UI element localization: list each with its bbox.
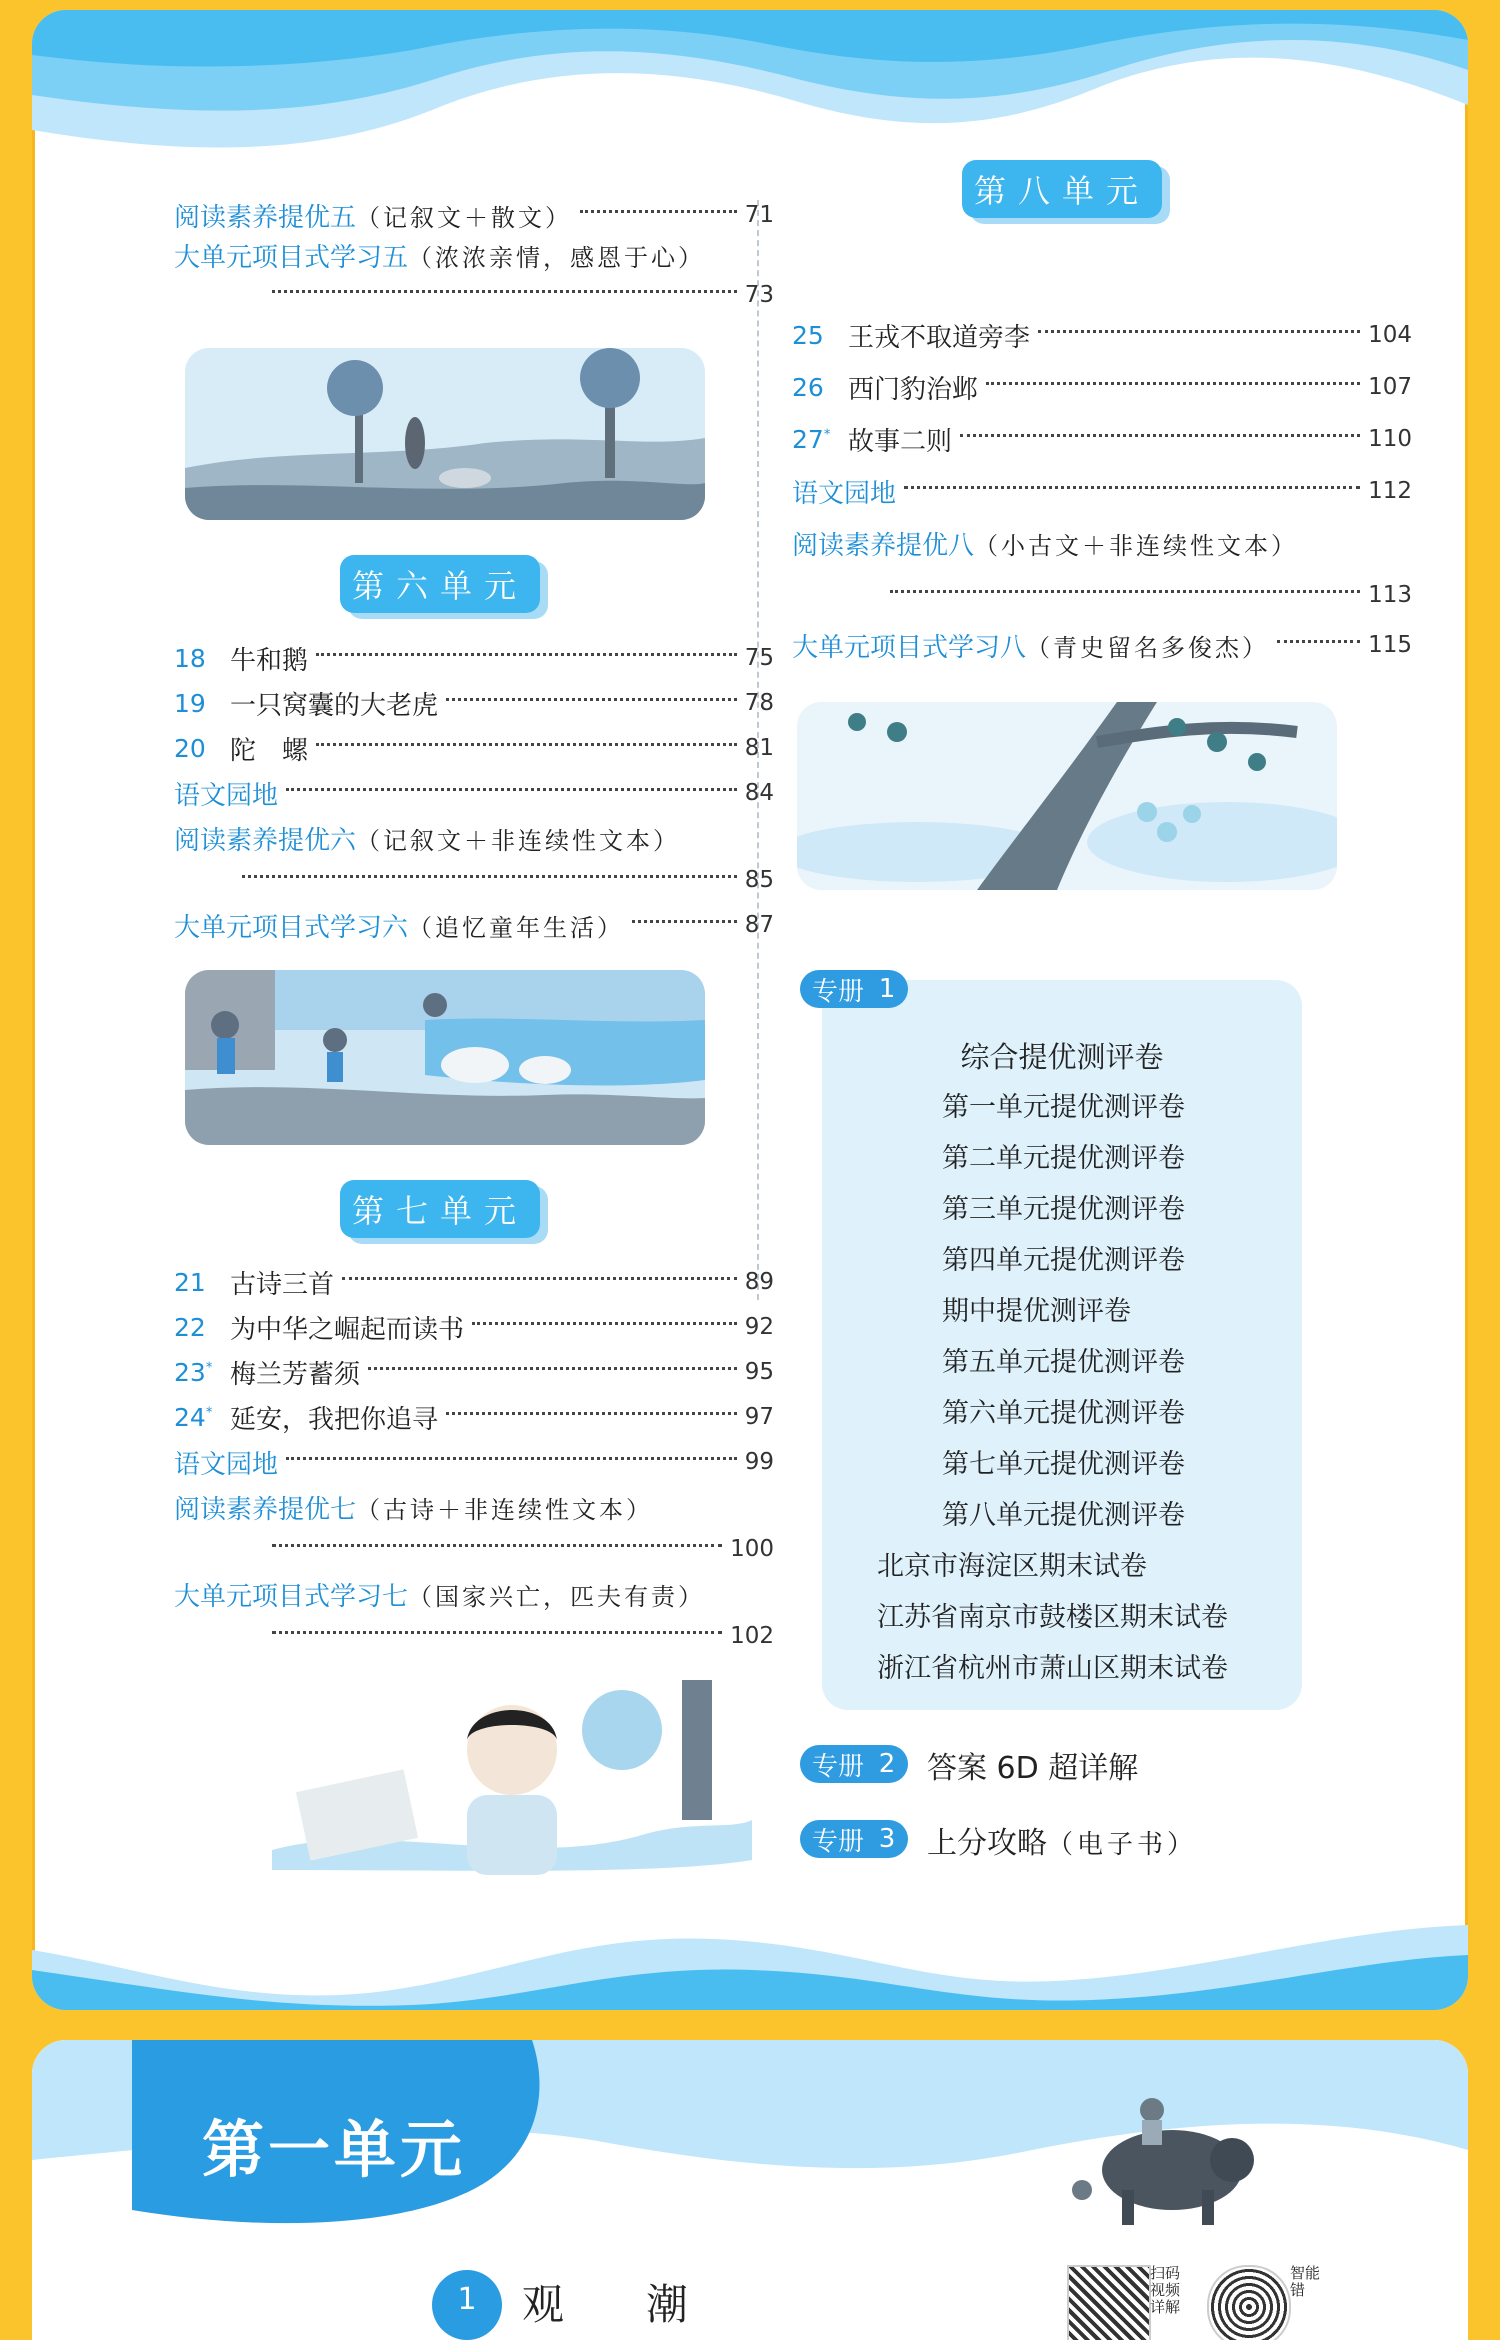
lesson-1-title: 观 潮 xyxy=(522,2280,709,2329)
leader-dots xyxy=(446,1411,737,1415)
toc-entry-title: 大单元项目式学习七 xyxy=(174,1581,409,1612)
toc-entry-page: 85 xyxy=(744,867,774,893)
toc-entry[interactable] xyxy=(174,1574,774,1614)
leader-dots xyxy=(286,1456,737,1460)
toc-page xyxy=(32,10,1468,2010)
toc-entry-continuation xyxy=(174,1529,774,1569)
toc-entry-page: 97 xyxy=(744,1404,774,1430)
toc-entry-page: 81 xyxy=(744,735,774,761)
toc-entry[interactable] xyxy=(792,471,1412,511)
toc-entry-sub: （古诗＋非连续性文本） xyxy=(356,1495,654,1524)
toc-entry-continuation xyxy=(174,1616,774,1656)
toc-entry-sub: （记叙文＋散文） xyxy=(356,203,573,232)
toc-entry[interactable] xyxy=(792,315,1412,355)
booklet-1-item[interactable]: 第七单元提优测评卷 xyxy=(942,1449,1185,1480)
toc-entry-sub: （国家兴亡，匹夫有责） xyxy=(408,1582,706,1611)
toc-entry-title: 古诗三首 xyxy=(230,1269,335,1300)
toc-entry-sub: （小古文＋非连续性文本） xyxy=(974,531,1299,560)
toc-entry-page: 75 xyxy=(744,645,774,671)
lesson-number: 21 xyxy=(174,1267,206,1297)
toc-entry-sub: （记叙文＋非连续性文本） xyxy=(356,826,681,855)
lesson-number: 20 xyxy=(174,733,206,763)
booklet-1-exam[interactable]: 浙江省杭州市萧山区期末试卷 xyxy=(877,1653,1228,1684)
toc-entry[interactable] xyxy=(792,419,1412,459)
toc-entry-sub: （浓浓亲情，感恩于心） xyxy=(408,243,706,272)
booklet-3-label[interactable] xyxy=(927,1818,1197,1862)
toc-entry[interactable] xyxy=(174,1352,774,1392)
leader-dots xyxy=(580,209,737,213)
toc-entry[interactable] xyxy=(174,1307,774,1347)
toc-entry-page: 115 xyxy=(1368,632,1412,658)
toc-entry-title: 大单元项目式学习六 xyxy=(174,912,409,943)
booklet-1-item[interactable]: 期中提优测评卷 xyxy=(942,1296,1131,1327)
toc-entry-title: 阅读素养提优七 xyxy=(174,1494,357,1525)
leader-dots xyxy=(904,485,1360,489)
lesson-number-value: 24 xyxy=(174,1402,206,1432)
toc-entry-page: 92 xyxy=(744,1314,774,1340)
toc-entry-title: 大单元项目式学习五 xyxy=(174,242,409,273)
toc-entry-title: 语文园地 xyxy=(792,478,897,509)
booklet-1-exam[interactable]: 北京市海淀区期末试卷 xyxy=(877,1551,1147,1582)
illustration-portrait xyxy=(262,1670,762,1880)
toc-entry[interactable] xyxy=(174,235,774,275)
lesson-number: 26 xyxy=(792,372,824,402)
leader-dots xyxy=(272,289,737,293)
qr-code-video-caption: 扫码视频详解 xyxy=(1150,2264,1181,2316)
toc-entry-page: 95 xyxy=(744,1359,774,1385)
toc-entry-title: 梅兰芳蓄须 xyxy=(230,1359,361,1390)
booklet-3-text: 上分攻略 xyxy=(927,1826,1047,1861)
lesson-number: 18 xyxy=(174,643,206,673)
toc-entry-continuation xyxy=(792,575,1412,615)
toc-entry-page: 71 xyxy=(744,202,774,228)
booklet-1-item[interactable]: 第二单元提优测评卷 xyxy=(942,1143,1185,1174)
toc-entry[interactable] xyxy=(174,683,774,723)
top-wave-decoration xyxy=(32,10,1468,180)
booklet-1-panel xyxy=(822,980,1302,1710)
toc-entry-sub: （青史留名多俊杰） xyxy=(1026,633,1270,662)
toc-entry-continuation xyxy=(174,275,774,315)
toc-entry-page: 112 xyxy=(1368,478,1412,504)
booklet-1-item[interactable]: 第八单元提优测评卷 xyxy=(942,1500,1185,1531)
lesson-number xyxy=(174,1403,230,1432)
lesson-number: 22 xyxy=(174,1312,206,1342)
qr-code-video[interactable] xyxy=(1067,2265,1151,2340)
booklet-tag-number: 3 xyxy=(870,1822,904,1856)
leader-dots xyxy=(960,433,1360,437)
booklet-tag-number: 2 xyxy=(870,1747,904,1781)
lesson-number xyxy=(174,1358,230,1387)
toc-entry-title: 延安，我把你追寻 xyxy=(230,1404,439,1435)
leader-dots xyxy=(316,652,737,656)
leader-dots xyxy=(986,381,1360,385)
unit-7-badge: 第七单元 xyxy=(340,1180,540,1238)
toc-entry-page: 73 xyxy=(744,282,774,308)
toc-entry-page: 100 xyxy=(730,1536,774,1562)
toc-entry[interactable] xyxy=(174,1397,774,1437)
booklet-tag-number: 1 xyxy=(870,972,904,1006)
booklet-3-sub: （电子书） xyxy=(1047,1830,1198,1860)
toc-entry[interactable] xyxy=(792,625,1412,665)
toc-entry-title: 阅读素养提优五 xyxy=(174,202,357,233)
optional-star: * xyxy=(205,1405,213,1421)
toc-entry[interactable] xyxy=(174,818,774,858)
leader-dots xyxy=(446,697,737,701)
toc-entry-title: 西门豹治邺 xyxy=(848,374,979,405)
toc-entry-page: 99 xyxy=(744,1449,774,1475)
toc-entry-page: 104 xyxy=(1368,322,1412,348)
unit-8-badge: 第八单元 xyxy=(962,160,1162,218)
illustration-ox-and-boy xyxy=(1042,2070,1282,2230)
booklet-3-tag xyxy=(800,1820,908,1858)
booklet-2-label[interactable] xyxy=(927,1743,1138,1787)
booklet-tag-label: 专册 xyxy=(812,976,865,1007)
toc-entry-page: 87 xyxy=(744,912,774,938)
lesson-number-value: 27 xyxy=(792,424,824,454)
toc-entry-sub: （追忆童年生活） xyxy=(408,913,625,942)
toc-entry-title: 王戎不取道旁李 xyxy=(848,322,1031,353)
booklet-1-item[interactable]: 第四单元提优测评卷 xyxy=(942,1245,1185,1276)
toc-entry-page: 78 xyxy=(744,690,774,716)
leader-dots xyxy=(890,589,1360,593)
booklet-1-item[interactable]: 第三单元提优测评卷 xyxy=(942,1194,1185,1225)
leader-dots xyxy=(1277,639,1360,643)
leader-dots xyxy=(632,919,737,923)
unit-6-badge: 第六单元 xyxy=(340,555,540,613)
toc-entry[interactable] xyxy=(174,1442,774,1482)
booklet-1-title: 综合提优测评卷 xyxy=(960,1040,1164,1074)
toc-entry[interactable] xyxy=(792,523,1412,563)
toc-entry[interactable] xyxy=(792,367,1412,407)
toc-entry-title: 阅读素养提优六 xyxy=(174,825,357,856)
toc-entry-title: 陀 螺 xyxy=(230,735,309,766)
toc-entry-title: 一只窝囊的大老虎 xyxy=(230,690,439,721)
toc-entry-title: 为中华之崛起而读书 xyxy=(230,1314,465,1345)
toc-entry[interactable] xyxy=(174,1487,774,1527)
booklet-1-exam[interactable]: 江苏省南京市鼓楼区期末试卷 xyxy=(877,1602,1228,1633)
unit-1-title: 第一单元 xyxy=(202,2113,467,2186)
toc-entry[interactable] xyxy=(174,1262,774,1302)
booklet-2-text: 答案 6D 超详解 xyxy=(927,1751,1139,1786)
toc-entry-page: 84 xyxy=(744,780,774,806)
toc-entry-title: 牛和鹅 xyxy=(230,645,309,676)
booklet-1-item[interactable]: 第五单元提优测评卷 xyxy=(942,1347,1185,1378)
unit-1-page xyxy=(32,2040,1468,2340)
toc-entry-page: 110 xyxy=(1368,426,1412,452)
leader-dots xyxy=(316,742,737,746)
leader-dots xyxy=(242,874,737,878)
toc-entry[interactable] xyxy=(174,638,774,678)
toc-entry-title: 故事二则 xyxy=(848,426,953,457)
toc-entry-continuation xyxy=(174,860,774,900)
leader-dots xyxy=(272,1543,722,1547)
leader-dots xyxy=(368,1366,737,1370)
lesson-1-number: 1 xyxy=(432,2270,502,2340)
qr-code-smart[interactable] xyxy=(1207,2265,1291,2340)
leader-dots xyxy=(472,1321,737,1325)
leader-dots xyxy=(1038,329,1360,333)
toc-entry[interactable] xyxy=(174,773,774,813)
toc-entry[interactable] xyxy=(174,728,774,768)
toc-entry-page: 102 xyxy=(730,1623,774,1649)
illustration-village-scene xyxy=(185,348,705,520)
toc-entry-title: 语文园地 xyxy=(174,780,279,811)
toc-entry-title: 阅读素养提优八 xyxy=(792,530,975,561)
booklet-1-tag xyxy=(800,970,908,1008)
leader-dots xyxy=(342,1276,737,1280)
lesson-number-value: 23 xyxy=(174,1357,206,1387)
illustration-tree xyxy=(797,702,1337,890)
booklet-tag-label: 专册 xyxy=(812,1826,865,1857)
toc-entry-page: 113 xyxy=(1368,582,1412,608)
booklet-tag-label: 专册 xyxy=(812,1751,865,1782)
toc-entry-page: 107 xyxy=(1368,374,1412,400)
toc-entry-page: 89 xyxy=(744,1269,774,1295)
toc-entry[interactable] xyxy=(174,905,774,945)
toc-entry[interactable] xyxy=(174,195,774,235)
booklet-1-item[interactable]: 第六单元提优测评卷 xyxy=(942,1398,1185,1429)
toc-entry-title: 语文园地 xyxy=(174,1449,279,1480)
toc-entry-title: 大单元项目式学习八 xyxy=(792,632,1027,663)
lesson-number: 19 xyxy=(174,688,206,718)
lesson-number xyxy=(792,425,848,454)
booklet-2-tag xyxy=(800,1745,908,1783)
booklet-1-item[interactable]: 第一单元提优测评卷 xyxy=(942,1092,1185,1123)
optional-star: * xyxy=(823,427,831,443)
leader-dots xyxy=(286,787,737,791)
qr-code-smart-caption: 智能错 xyxy=(1290,2264,1321,2299)
bottom-wave-decoration xyxy=(32,1910,1468,2010)
lesson-number: 25 xyxy=(792,320,824,350)
optional-star: * xyxy=(205,1360,213,1376)
illustration-kids-and-geese xyxy=(185,970,705,1145)
leader-dots xyxy=(272,1630,722,1634)
